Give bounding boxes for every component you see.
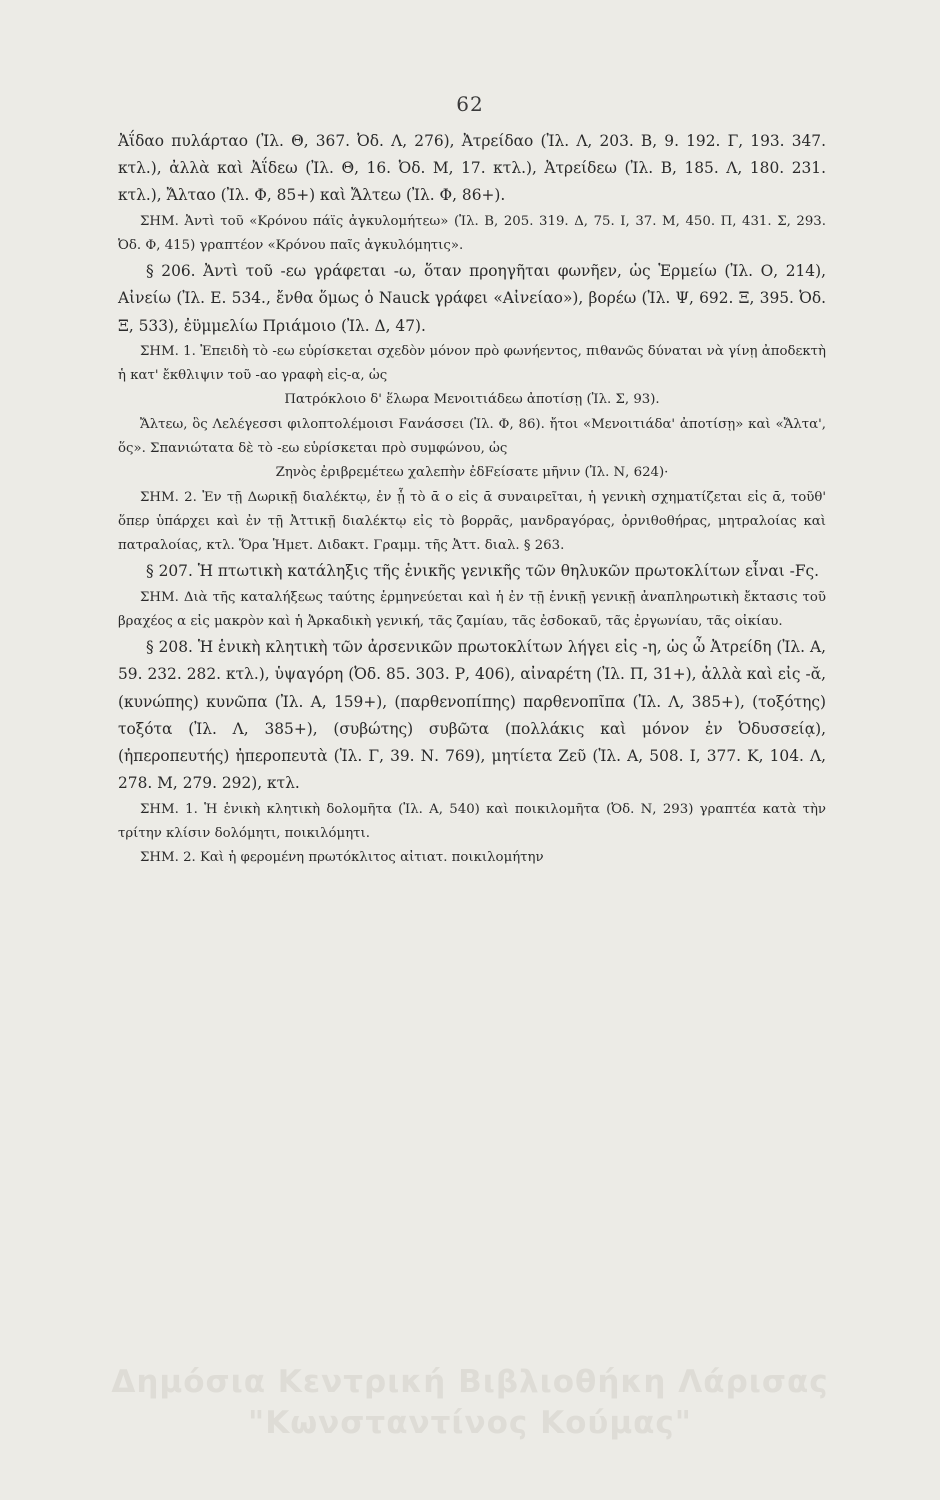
quotation-line: Πατρόκλοιο δ' ἕλωρα Μενοιτιάδεω ἀποτίσῃ (Ἰλ. Σ, 93). — [284, 392, 660, 408]
page-number: 62 — [456, 92, 484, 116]
note-paragraph: ΣΗΜ. Ἀντὶ τοῦ «Κρόνου πάϊς ἀγκυλομήτεω» (Ἰλ. Β, 205. 319. Δ, 75. Ι, 37. Μ, 450. Π, 431. Σ, 293. Ὀδ. Φ, 415) γραπτέον «Κρόνου παῖς ἀγκυλόμητις». — [118, 213, 826, 253]
body-paragraph: § 207. Ἡ πτωτικὴ κατάληξις τῆς ἑνικῆς γενικῆς τῶν θηλυκῶν πρωτοκλίτων εἶναι -Fς. — [146, 562, 820, 581]
note-paragraph: ΣΗΜ. 1. Ἐπειδὴ τὸ -εω εὑρίσκεται σχεδὸν μόνον πρὸ φωνήεντος, πιθανῶς δύναται νὰ γίνῃ ἀποδεκτὴ ἡ κατ' ἔκθλιψιν τοῦ -αο γραφὴ εἰς-α, ὡς — [118, 343, 826, 384]
body-paragraph: Ἀΐδαο πυλάρταο (Ἰλ. Θ, 367. Ὀδ. Λ, 276), Ἀτρείδαο (Ἰλ. Λ, 203. Β, 9. 192. Γ, 193. 347. κτλ.), ἀλλὰ καὶ Ἀΐδεω (Ἰλ. Θ, 16. Ὀδ. Μ, 17. κτλ.), Ἀτρείδεω (Ἰλ. Β, 185. Λ, 180. 231. κτλ.), Ἄλταο (Ἰλ. Φ, 85+) καὶ Ἄλτεω (Ἰλ. Φ, 86+). — [118, 132, 826, 205]
body-paragraph: § 208. Ἡ ἑνικὴ κλητικὴ τῶν ἀρσενικῶν πρωτοκλίτων λήγει εἰς -η, ὡς ὦ Ἀτρείδη (Ἰλ. Α, 59. 232. 282. κτλ.), ὑψαγόρη (Ὀδ. 85. 303. Ρ, 406), αἰναρέτη (Ἰλ. Π, 31+), ἀλλὰ καὶ εἰς -ᾰ, (κυνώπης) κυνῶπα (Ἰλ. Α, 159+), (παρθενοπίπης) παρθενοπῖπα (Ἰλ. Λ, 385+), (τοξότης) τοξότα (Ἰλ. Λ, 385+), (συβώτης) συβῶτα (πολλάκις καὶ μόνον ἐν Ὀδυσσείᾳ), (ἠπεροπευτής) ἠπεροπευτὰ (Ἰλ. Γ, 39. Ν. 769), μητίετα Ζεῦ (Ἰλ. Α, 508. Ι, 377. Κ, 104. Λ, 278. Μ, 279. 292), κτλ. — [118, 638, 826, 793]
note-paragraph: ΣΗΜ. 2. Καὶ ἡ φερομένη πρωτόκλιτος αἰτιατ. ποικιλομήτην — [140, 850, 544, 866]
note-paragraph: ΣΗΜ. 2. Ἐν τῇ Δωρικῇ διαλέκτῳ, ἐν ᾗ τὸ ᾱ ο εἰς ᾱ συναιρεῖται, ἡ γενικὴ σχηματίζεται εἰς ᾱ, τοῦθ' ὅπερ ὑπάρχει καὶ ἐν τῇ Ἀττικῇ διαλέκτῳ εἰς τὸ βορρᾶς, μανδραγόρας, ὀρνιθοθήρας, μητραλοίας καὶ πατραλοίας, κτλ. Ὅρα Ἡμετ. Διδακτ. Γραμμ. τῆς Ἀττ. διαλ. § 263. — [118, 489, 826, 554]
text-body — [118, 128, 826, 870]
note-paragraph: ΣΗΜ. 1. Ἡ ἑνικὴ κλητικὴ δολομῆτα (Ἰλ. Α, 540) καὶ ποικιλομῆτα (Ὀδ. Ν, 293) γραπτέα κατὰ τὴν τρίτην κλίσιν δολόμητι, ποικιλόμητι. — [118, 801, 826, 841]
library-watermark-line-2: "Κωνσταντίνος Κούμας" — [248, 1405, 692, 1441]
note-paragraph: Ἄλτεω, ὃς Λελέγεσσι φιλοπτολέμοισι Fανάσσει (Ἰλ. Φ, 86). ἤτοι «Μενοιτιάδα' ἀποτίσῃ» καὶ «Ἄλτα', ὅς». Σπανιώτατα δὲ τὸ -εω εὑρίσκεται πρὸ συμφώνου, ὡς — [118, 416, 826, 456]
body-paragraph: § 206. Ἀντὶ τοῦ -εω γράφεται -ω, ὅταν προηγῆται φωνῆεν, ὡς Ἑρμείω (Ἰλ. Ο, 214), Αἰνείω (Ἰλ. Ε. 534., ἔνθα ὅμως ὁ Nauck γράφει «Αἰνείαο»), βορέω (Ἰλ. Ψ, 692. Ξ, 395. Ὀδ. Ξ, 533), ἐϋμμελίω Πριάμοιο (Ἰλ. Δ, 47). — [118, 262, 826, 335]
library-watermark-line-1: Δημόσια Κεντρική Βιβλιοθήκη Λάρισας — [111, 1364, 829, 1400]
quotation-line: Ζηνὸς ἐριβρεμέτεω χαλεπὴν ἐδFείσατε μῆνιν (Ἰλ. Ν, 624)· — [275, 465, 669, 481]
note-paragraph: ΣΗΜ. Διὰ τῆς καταλήξεως ταύτης ἑρμηνεύεται καὶ ἡ ἐν τῇ ἑνικῇ γενικῇ ἀναπληρωτικὴ ἔκτασις τοῦ βραχέος α εἰς μακρὸν καὶ ἡ Ἀρκαδικὴ γενική, τᾶς ζαμίαυ, τᾶς ἐσδοκαῦ, τᾶς ἐργωνίαυ, τᾶς οἰκίαυ. — [118, 589, 826, 629]
